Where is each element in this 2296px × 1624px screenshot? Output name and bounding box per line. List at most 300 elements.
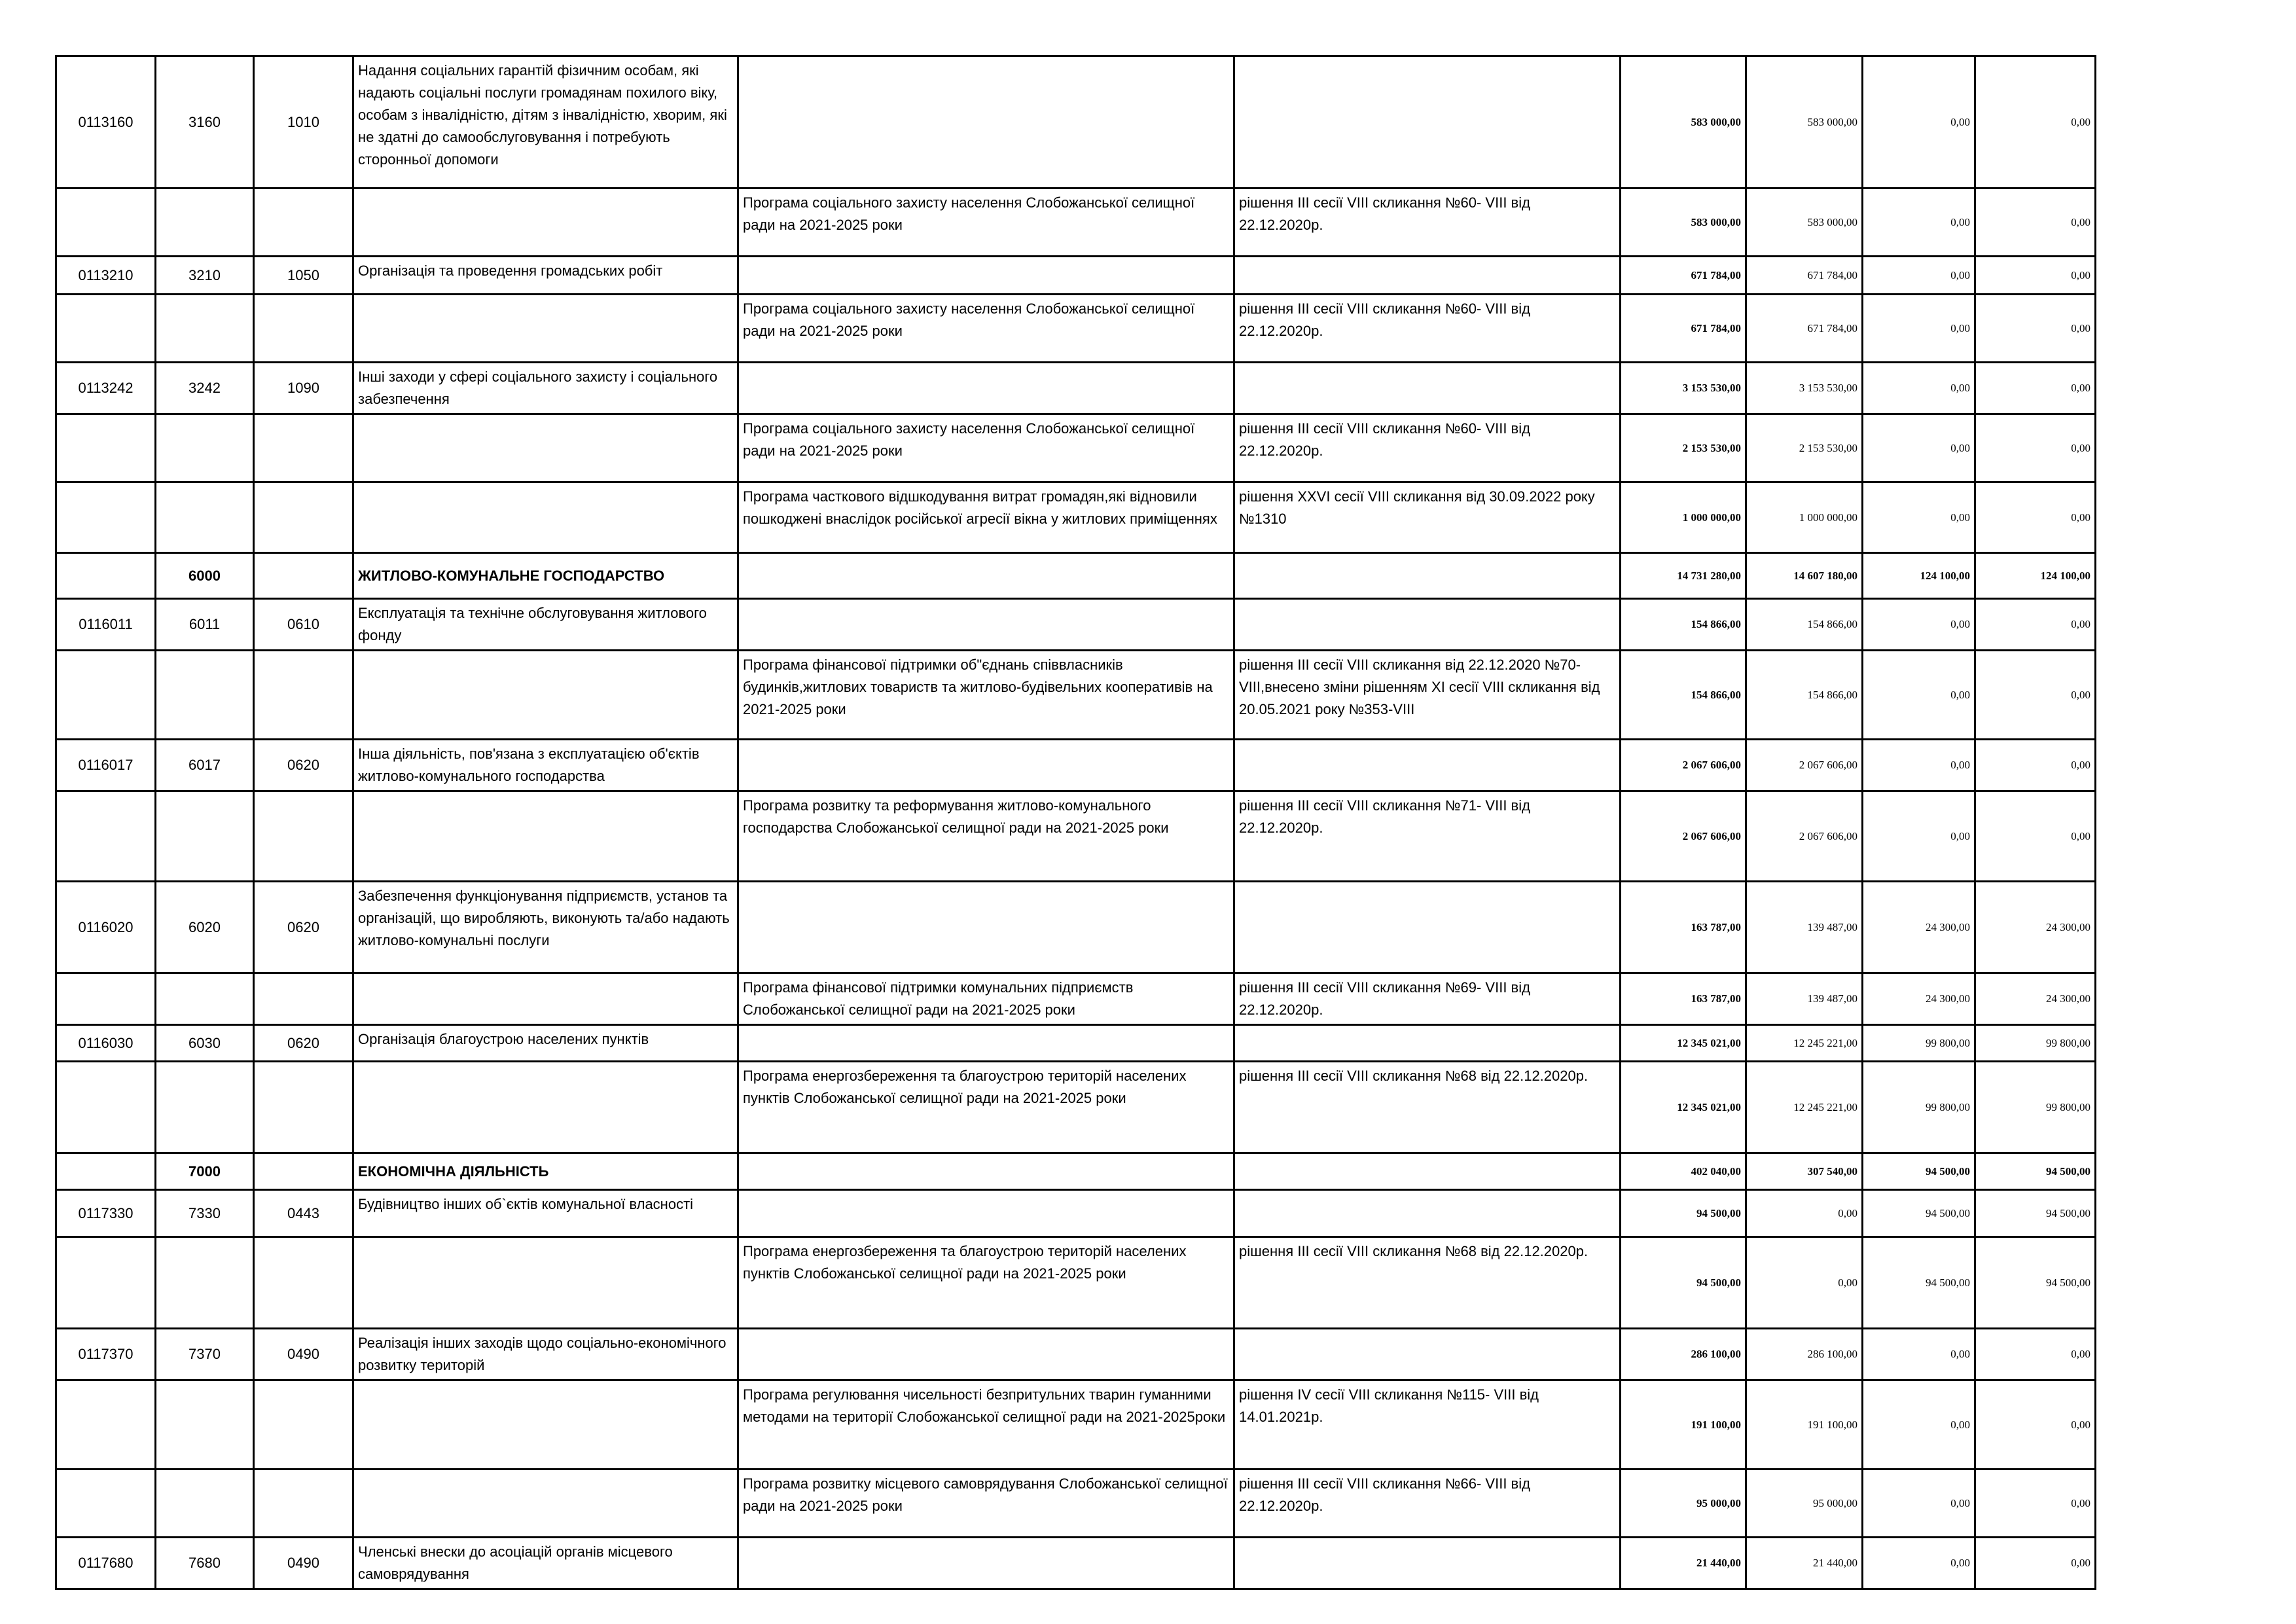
development-budget-cell xyxy=(1975,56,2096,189)
table-row xyxy=(56,295,2096,363)
kfkb-cell xyxy=(254,257,353,295)
table-row xyxy=(56,1538,2096,1589)
kfkb-text: 0610 xyxy=(287,616,319,632)
general-fund-cell xyxy=(1746,257,1863,295)
development-budget-cell xyxy=(1975,363,2096,414)
total-cell xyxy=(1621,257,1746,295)
special-text: 0,00 xyxy=(1950,759,1970,771)
dev-text: 94 500,00 xyxy=(2046,1206,2090,1219)
table-row xyxy=(56,599,2096,651)
total-cell xyxy=(1621,973,1746,1025)
general-fund-cell xyxy=(1746,1538,1863,1589)
special-text: 0,00 xyxy=(1950,618,1970,630)
name-cell xyxy=(353,1538,738,1589)
total-cell xyxy=(1621,791,1746,882)
decision-cell xyxy=(1234,1190,1621,1237)
development-budget-cell xyxy=(1975,1190,2096,1237)
decision-cell xyxy=(1234,257,1621,295)
development-budget-cell xyxy=(1975,1329,2096,1380)
kfkb-cell xyxy=(254,882,353,973)
name-cell xyxy=(353,257,738,295)
general-fund-cell xyxy=(1746,1153,1863,1190)
table-row xyxy=(56,740,2096,791)
kfk-text: 6011 xyxy=(188,616,221,632)
name-cell xyxy=(353,1329,738,1380)
kfk-cell xyxy=(156,791,254,882)
total-cell xyxy=(1621,295,1746,363)
name-text: Організація благоустрою населених пунктів xyxy=(358,1031,649,1047)
special-text: 124 100,00 xyxy=(1920,569,1970,582)
dev-text: 0,00 xyxy=(2071,511,2090,524)
program-cell xyxy=(738,973,1234,1025)
decision-text: рішення ІІІ сесії VІІІ скликання №68 від 22.12.2020р. xyxy=(1239,1243,1588,1259)
development-budget-cell xyxy=(1975,1538,2096,1589)
program-cell xyxy=(738,1329,1234,1380)
program-code-cell xyxy=(56,651,156,740)
total-text: 671 784,00 xyxy=(1691,321,1741,334)
total-text: 154 866,00 xyxy=(1691,618,1741,630)
general-fund-cell xyxy=(1746,1062,1863,1153)
program-cell xyxy=(738,651,1234,740)
dev-text: 0,00 xyxy=(2071,1557,2090,1569)
program-cell xyxy=(738,257,1234,295)
decision-text: рішення ІІІ сесії VІІІ скликання №60- VІІІ від 22.12.2020р. xyxy=(1239,420,1530,459)
code-text: 0116020 xyxy=(78,918,134,935)
program-code-cell xyxy=(56,973,156,1025)
special-text: 0,00 xyxy=(1950,1557,1970,1569)
special-fund-cell xyxy=(1863,1237,1975,1329)
code-text: 0113242 xyxy=(78,380,134,396)
program-code-cell xyxy=(56,414,156,482)
kfkb-cell xyxy=(254,56,353,189)
program-text: Програма соціального захисту населення Слобожанської селищної ради на 2021-2025 роки xyxy=(743,420,1195,459)
code-text: 0116011 xyxy=(79,616,133,632)
decision-cell xyxy=(1234,1538,1621,1589)
total-cell xyxy=(1621,1190,1746,1237)
program-code-cell xyxy=(56,1538,156,1589)
general-text: 307 540,00 xyxy=(1807,1164,1857,1178)
development-budget-cell xyxy=(1975,973,2096,1025)
dev-text: 99 800,00 xyxy=(2046,1036,2090,1049)
program-text: Програма енергозбереження та благоустрою територій населених пунктів Слобожанської селищної ради на 2021-2025 роки xyxy=(743,1243,1187,1282)
name-cell xyxy=(353,363,738,414)
kfkb-cell xyxy=(254,553,353,599)
kfkb-cell xyxy=(254,973,353,1025)
total-cell xyxy=(1621,1470,1746,1538)
decision-cell xyxy=(1234,1329,1621,1380)
dev-text: 94 500,00 xyxy=(2046,1164,2090,1178)
name-text: Організація та проведення громадських робіт xyxy=(358,262,663,279)
program-cell xyxy=(738,882,1234,973)
decision-cell xyxy=(1234,1470,1621,1538)
general-fund-cell xyxy=(1746,1025,1863,1062)
kfkb-cell xyxy=(254,1329,353,1380)
table-row xyxy=(56,482,2096,553)
total-text: 286 100,00 xyxy=(1691,1348,1741,1360)
table-row xyxy=(56,1190,2096,1237)
decision-cell xyxy=(1234,973,1621,1025)
table-row xyxy=(56,553,2096,599)
special-fund-cell xyxy=(1863,189,1975,257)
dev-text: 0,00 xyxy=(2071,618,2090,630)
table-row xyxy=(56,1237,2096,1329)
special-fund-cell xyxy=(1863,1025,1975,1062)
table-row xyxy=(56,1153,2096,1190)
name-cell xyxy=(353,295,738,363)
dev-text: 24 300,00 xyxy=(2046,992,2090,1005)
kfkb-cell xyxy=(254,1237,353,1329)
table-row xyxy=(56,363,2096,414)
program-code-cell xyxy=(56,295,156,363)
program-code-cell xyxy=(56,1329,156,1380)
general-fund-cell xyxy=(1746,1237,1863,1329)
development-budget-cell xyxy=(1975,1380,2096,1470)
dev-text: 0,00 xyxy=(2071,1418,2090,1431)
general-text: 2 153 530,00 xyxy=(1799,441,1857,454)
kfkb-text: 0620 xyxy=(287,1034,319,1051)
development-budget-cell xyxy=(1975,1025,2096,1062)
kfk-text: 7370 xyxy=(188,1346,221,1362)
kfkb-cell xyxy=(254,599,353,651)
name-cell xyxy=(353,56,738,189)
general-text: 583 000,00 xyxy=(1807,115,1857,128)
decision-cell xyxy=(1234,363,1621,414)
program-code-cell xyxy=(56,882,156,973)
name-cell xyxy=(353,1237,738,1329)
development-budget-cell xyxy=(1975,791,2096,882)
decision-cell xyxy=(1234,882,1621,973)
kfkb-text: 0443 xyxy=(287,1204,319,1221)
general-text: 154 866,00 xyxy=(1807,688,1857,701)
total-text: 191 100,00 xyxy=(1691,1418,1741,1431)
special-text: 0,00 xyxy=(1950,688,1970,701)
dev-text: 0,00 xyxy=(2071,688,2090,701)
code-text: 0113160 xyxy=(78,113,134,130)
kfk-cell xyxy=(156,414,254,482)
kfk-cell xyxy=(156,1538,254,1589)
general-fund-cell xyxy=(1746,363,1863,414)
name-text: Будівництво інших об`єктів комунальної власності xyxy=(358,1196,694,1212)
general-text: 583 000,00 xyxy=(1807,215,1857,228)
kfkb-text: 1090 xyxy=(287,380,319,396)
program-code-cell xyxy=(56,1237,156,1329)
kfkb-cell xyxy=(254,189,353,257)
table-row xyxy=(56,257,2096,295)
decision-cell xyxy=(1234,295,1621,363)
general-fund-cell xyxy=(1746,553,1863,599)
total-cell xyxy=(1621,56,1746,189)
kfk-text: 6020 xyxy=(188,918,221,935)
table-row xyxy=(56,1062,2096,1153)
kfk-cell xyxy=(156,482,254,553)
special-fund-cell xyxy=(1863,1062,1975,1153)
general-text: 191 100,00 xyxy=(1807,1418,1857,1431)
dev-text: 24 300,00 xyxy=(2046,920,2090,933)
program-code-cell xyxy=(56,740,156,791)
special-text: 0,00 xyxy=(1950,268,1970,281)
program-text: Програма розвитку місцевого самоврядування Слобожанської селищної ради на 2021-2025 роки xyxy=(743,1475,1228,1514)
total-cell xyxy=(1621,651,1746,740)
special-fund-cell xyxy=(1863,791,1975,882)
general-fund-cell xyxy=(1746,1470,1863,1538)
name-cell xyxy=(353,482,738,553)
special-text: 99 800,00 xyxy=(1926,1036,1970,1049)
total-cell xyxy=(1621,740,1746,791)
total-text: 95 000,00 xyxy=(1696,1496,1741,1509)
special-fund-cell xyxy=(1863,882,1975,973)
kfk-cell xyxy=(156,1380,254,1470)
program-cell xyxy=(738,1153,1234,1190)
special-text: 0,00 xyxy=(1950,441,1970,454)
name-text: Інша діяльність, пов'язана з експлуатацією об'єктів житлово-комунального господарства xyxy=(358,746,700,784)
decision-cell xyxy=(1234,1380,1621,1470)
kfk-cell xyxy=(156,1470,254,1538)
table-row xyxy=(56,973,2096,1025)
program-cell xyxy=(738,1380,1234,1470)
kfkb-cell xyxy=(254,1470,353,1538)
special-fund-cell xyxy=(1863,56,1975,189)
special-fund-cell xyxy=(1863,740,1975,791)
general-fund-cell xyxy=(1746,482,1863,553)
name-cell xyxy=(353,740,738,791)
program-code-cell xyxy=(56,56,156,189)
development-budget-cell xyxy=(1975,414,2096,482)
program-code-cell xyxy=(56,791,156,882)
total-text: 1 000 000,00 xyxy=(1682,511,1741,524)
special-text: 0,00 xyxy=(1950,1348,1970,1360)
name-cell xyxy=(353,1062,738,1153)
program-cell xyxy=(738,482,1234,553)
program-cell xyxy=(738,1025,1234,1062)
total-text: 671 784,00 xyxy=(1691,268,1741,281)
kfkb-cell xyxy=(254,791,353,882)
name-text: Реалізація інших заходів щодо соціально-економічного розвитку територій xyxy=(358,1335,726,1373)
decision-cell xyxy=(1234,1237,1621,1329)
table-row xyxy=(56,189,2096,257)
code-text: 0117680 xyxy=(78,1555,134,1571)
program-cell xyxy=(738,1237,1234,1329)
total-cell xyxy=(1621,1153,1746,1190)
special-fund-cell xyxy=(1863,1380,1975,1470)
special-fund-cell xyxy=(1863,1329,1975,1380)
special-text: 94 500,00 xyxy=(1926,1206,1970,1219)
name-cell xyxy=(353,882,738,973)
code-text: 0116017 xyxy=(78,757,134,773)
kfk-cell xyxy=(156,257,254,295)
dev-text: 0,00 xyxy=(2071,441,2090,454)
kfk-cell xyxy=(156,740,254,791)
kfkb-cell xyxy=(254,1190,353,1237)
decision-text: рішення ІV сесії VІІІ скликання №115- VІІІ від 14.01.2021р. xyxy=(1239,1386,1539,1425)
general-text: 12 245 221,00 xyxy=(1793,1036,1857,1049)
development-budget-cell xyxy=(1975,1062,2096,1153)
name-cell xyxy=(353,414,738,482)
development-budget-cell xyxy=(1975,882,2096,973)
program-code-cell xyxy=(56,1190,156,1237)
code-text: 0113210 xyxy=(78,266,134,283)
total-cell xyxy=(1621,482,1746,553)
kfkb-cell xyxy=(254,740,353,791)
program-text: Програма соціального захисту населення Слобожанської селищної ради на 2021-2025 роки xyxy=(743,300,1195,339)
kfkb-text: 0490 xyxy=(287,1555,319,1571)
special-fund-cell xyxy=(1863,257,1975,295)
special-fund-cell xyxy=(1863,482,1975,553)
development-budget-cell xyxy=(1975,599,2096,651)
name-cell xyxy=(353,791,738,882)
program-text: Програма фінансової підтримки об"єднань співвласників будинків,житлових товариств та житлово-будівельних кооперативів на 2021-2025 роки xyxy=(743,657,1213,717)
kfk-cell xyxy=(156,1153,254,1190)
dev-text: 0,00 xyxy=(2071,215,2090,228)
kfk-cell xyxy=(156,295,254,363)
kfkb-text: 1050 xyxy=(287,266,319,283)
program-cell xyxy=(738,1470,1234,1538)
special-text: 0,00 xyxy=(1950,321,1970,334)
decision-text: рішення ІІІ сесії VІІІ скликання №66- VІІІ від 22.12.2020р. xyxy=(1239,1475,1530,1514)
total-text: 12 345 021,00 xyxy=(1677,1036,1741,1049)
name-cell xyxy=(353,599,738,651)
decision-text: рішення ІІІ сесії VІІІ скликання від 22.12.2020 №70-VІІІ,внесено зміни рішенням ХІ сесії VІІІ скликання від 20.05.2021 року №353-VІІІ xyxy=(1239,657,1600,717)
total-text: 163 787,00 xyxy=(1691,920,1741,933)
general-fund-cell xyxy=(1746,56,1863,189)
dev-text: 0,00 xyxy=(2071,829,2090,842)
general-fund-cell xyxy=(1746,973,1863,1025)
program-cell xyxy=(738,56,1234,189)
program-cell xyxy=(738,599,1234,651)
program-cell xyxy=(738,553,1234,599)
budget-table xyxy=(55,55,2096,1590)
decision-cell xyxy=(1234,1153,1621,1190)
general-fund-cell xyxy=(1746,1329,1863,1380)
kfk-text: 6030 xyxy=(188,1034,221,1051)
table-row xyxy=(56,1025,2096,1062)
kfk-text: 6017 xyxy=(188,757,221,773)
decision-cell xyxy=(1234,651,1621,740)
general-text: 0,00 xyxy=(1838,1206,1857,1219)
kfkb-cell xyxy=(254,363,353,414)
special-text: 24 300,00 xyxy=(1926,920,1970,933)
kfkb-text: 0620 xyxy=(287,757,319,773)
program-code-cell xyxy=(56,363,156,414)
program-code-cell xyxy=(56,599,156,651)
program-cell xyxy=(738,363,1234,414)
name-cell xyxy=(353,1025,738,1062)
general-fund-cell xyxy=(1746,414,1863,482)
special-text: 0,00 xyxy=(1950,382,1970,394)
program-code-cell xyxy=(56,1062,156,1153)
program-text: Програма енергозбереження та благоустрою територій населених пунктів Слобожанської селищної ради на 2021-2025 роки xyxy=(743,1068,1187,1106)
program-code-cell xyxy=(56,553,156,599)
kfk-cell xyxy=(156,363,254,414)
special-fund-cell xyxy=(1863,1538,1975,1589)
decision-text: рішення ІІІ сесії VІІІ скликання №60- VІІІ від 22.12.2020р. xyxy=(1239,300,1530,339)
program-cell xyxy=(738,414,1234,482)
kfkb-text: 1010 xyxy=(287,113,319,130)
special-text: 0,00 xyxy=(1950,1418,1970,1431)
kfk-text: 6000 xyxy=(188,567,221,584)
kfk-cell xyxy=(156,882,254,973)
code-text: 0116030 xyxy=(78,1034,134,1051)
total-text: 14 731 280,00 xyxy=(1677,569,1741,582)
special-text: 0,00 xyxy=(1950,829,1970,842)
kfk-cell xyxy=(156,599,254,651)
name-cell xyxy=(353,973,738,1025)
total-text: 583 000,00 xyxy=(1691,215,1741,228)
special-fund-cell xyxy=(1863,553,1975,599)
kfk-text: 3210 xyxy=(188,266,221,283)
special-text: 0,00 xyxy=(1950,215,1970,228)
general-text: 286 100,00 xyxy=(1807,1348,1857,1360)
total-text: 583 000,00 xyxy=(1691,115,1741,128)
general-text: 671 784,00 xyxy=(1807,268,1857,281)
kfk-cell xyxy=(156,1062,254,1153)
program-text: Програма часткового відшкодування витрат громадян,які відновили пошкоджені внаслідок російської агресії вікна у житлових приміщеннях xyxy=(743,488,1217,527)
name-cell xyxy=(353,1153,738,1190)
kfkb-cell xyxy=(254,1025,353,1062)
name-text: ЕКОНОМІЧНА ДІЯЛЬНІСТЬ xyxy=(358,1163,549,1180)
program-cell xyxy=(738,295,1234,363)
general-text: 14 607 180,00 xyxy=(1793,569,1857,582)
program-cell xyxy=(738,1538,1234,1589)
general-text: 139 487,00 xyxy=(1807,992,1857,1005)
name-text: Експлуатація та технічне обслуговування житлового фонду xyxy=(358,605,707,643)
name-text: Забезпечення функціонування підприємств, установ та організацій, що виробляють, виконують та/або надають житлово-комунальні послуги xyxy=(358,888,730,948)
table-row xyxy=(56,1380,2096,1470)
total-text: 402 040,00 xyxy=(1691,1164,1741,1178)
name-cell xyxy=(353,1380,738,1470)
kfkb-cell xyxy=(254,482,353,553)
kfk-text: 7000 xyxy=(188,1163,221,1180)
program-cell xyxy=(738,1190,1234,1237)
name-cell xyxy=(353,553,738,599)
program-cell xyxy=(738,740,1234,791)
decision-cell xyxy=(1234,1062,1621,1153)
kfk-text: 3242 xyxy=(188,380,221,396)
total-cell xyxy=(1621,1025,1746,1062)
general-text: 2 067 606,00 xyxy=(1799,829,1857,842)
total-cell xyxy=(1621,363,1746,414)
total-text: 2 067 606,00 xyxy=(1682,829,1741,842)
kfk-text: 7330 xyxy=(188,1204,221,1221)
development-budget-cell xyxy=(1975,295,2096,363)
decision-cell xyxy=(1234,599,1621,651)
table-body xyxy=(56,56,2096,1589)
general-text: 139 487,00 xyxy=(1807,920,1857,933)
special-fund-cell xyxy=(1863,363,1975,414)
kfk-cell xyxy=(156,553,254,599)
decision-cell xyxy=(1234,189,1621,257)
decision-cell xyxy=(1234,740,1621,791)
development-budget-cell xyxy=(1975,257,2096,295)
total-cell xyxy=(1621,553,1746,599)
special-fund-cell xyxy=(1863,414,1975,482)
total-text: 163 787,00 xyxy=(1691,992,1741,1005)
table-row xyxy=(56,1329,2096,1380)
program-code-cell xyxy=(56,1380,156,1470)
general-fund-cell xyxy=(1746,791,1863,882)
kfk-cell xyxy=(156,1025,254,1062)
decision-text: рішення ХХVІ сесії VІІІ скликання від 30.09.2022 року №1310 xyxy=(1239,488,1595,527)
table-row xyxy=(56,56,2096,189)
total-cell xyxy=(1621,599,1746,651)
decision-text: рішення ІІІ сесії VІІІ скликання №71- VІІІ від 22.12.2020р. xyxy=(1239,797,1530,836)
decision-cell xyxy=(1234,56,1621,189)
dev-text: 124 100,00 xyxy=(2040,569,2090,582)
total-cell xyxy=(1621,882,1746,973)
special-text: 99 800,00 xyxy=(1926,1100,1970,1113)
name-cell xyxy=(353,1470,738,1538)
code-text: 0117370 xyxy=(78,1346,134,1362)
total-cell xyxy=(1621,1380,1746,1470)
